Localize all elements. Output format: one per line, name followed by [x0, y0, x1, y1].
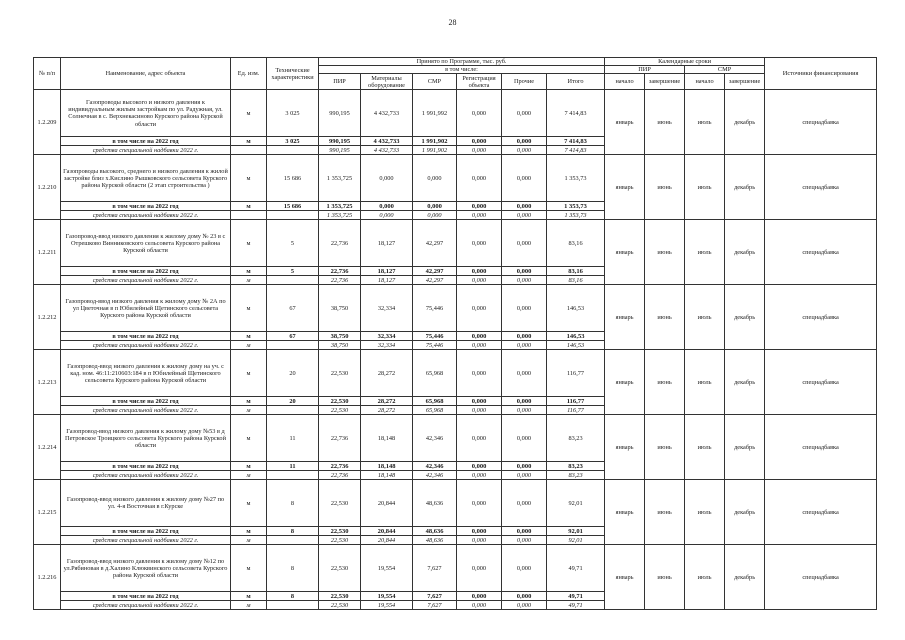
row-smr: 1 991,992 [413, 90, 457, 137]
table-row [34, 480, 877, 527]
row-unit: м [231, 285, 267, 332]
row-other: 0,000 [502, 220, 547, 267]
special-reg: 0,000 [457, 406, 502, 415]
row-materials: 18,148 [361, 415, 413, 462]
row-materials: 20,844 [361, 480, 413, 527]
row-start-pir: январь [605, 350, 645, 415]
subtotal-smr: 65,968 [413, 397, 457, 406]
row-source: спецнадбавка [765, 285, 877, 350]
row-pir: 22,530 [319, 480, 361, 527]
row-object-name: Газопровод-ввод низкого давления к жилому дому №12 по ул.Рябиновая в д.Халино Клюквинского сельсовета Курского района Курской области [61, 545, 231, 592]
row-start-smr: июль [685, 285, 725, 350]
special-unit: м [231, 536, 267, 545]
row-other: 0,000 [502, 285, 547, 332]
row-end-pir: июнь [645, 480, 685, 545]
row-smr: 65,968 [413, 350, 457, 397]
subtotal-tech: 8 [267, 527, 319, 536]
row-object-name: Газопровод-ввод низкого давления к жилому дому № 2А по ул Цветочная в п Юбилейный Щетинского сельсовета Курского района Курской области [61, 285, 231, 332]
special-pir: 22,530 [319, 601, 361, 610]
header-pir: ПИР [319, 74, 361, 90]
row-tech: 20 [267, 350, 319, 397]
header-end-pir: завершение [645, 74, 685, 90]
special-reg: 0,000 [457, 536, 502, 545]
row-total: 92,01 [547, 480, 605, 527]
subtotal-label: в том числе на 2022 год [61, 332, 231, 341]
special-label: средства специальной надбавки 2022 г. [61, 211, 231, 220]
header-financed: Принято по Программе, тыс. руб. [319, 58, 605, 66]
special-smr: 1 991,902 [413, 146, 457, 155]
row-code: 1.2.212 [34, 285, 61, 350]
subtotal-reg: 0,000 [457, 137, 502, 146]
special-pir: 38,750 [319, 341, 361, 350]
row-unit: м [231, 480, 267, 527]
special-other: 0,000 [502, 341, 547, 350]
special-reg: 0,000 [457, 341, 502, 350]
table-row [34, 90, 877, 137]
subtotal-other: 0,000 [502, 137, 547, 146]
special-tech [267, 276, 319, 285]
special-smr: 0,000 [413, 211, 457, 220]
subtotal-label: в том числе на 2022 год [61, 137, 231, 146]
subtotal-other: 0,000 [502, 267, 547, 276]
subtotal-unit: м [231, 332, 267, 341]
subtotal-other: 0,000 [502, 527, 547, 536]
subtotal-reg: 0,000 [457, 592, 502, 601]
row-materials: 28,272 [361, 350, 413, 397]
special-unit: м [231, 471, 267, 480]
subtotal-smr: 0,000 [413, 202, 457, 211]
row-source: спецнадбавка [765, 350, 877, 415]
row-tech: 5 [267, 220, 319, 267]
special-reg: 0,000 [457, 471, 502, 480]
row-start-smr: июль [685, 545, 725, 610]
subtotal-pir: 38,750 [319, 332, 361, 341]
row-reg: 0,000 [457, 90, 502, 137]
row-unit: м [231, 90, 267, 137]
row-end-smr: декабрь [725, 220, 765, 285]
subtotal-smr: 48,636 [413, 527, 457, 536]
row-object-name: Газопровод-ввод низкого давления к жилому дому №53 в д Петровское Троицкого сельсовета Курского района Курской области [61, 415, 231, 462]
row-unit: м [231, 545, 267, 592]
row-object-name: Газопровод-ввод низкого давления к жилому дому № 23 в с Отрешково Винниковского сельсовета Курского района Курской области [61, 220, 231, 267]
subtotal-label: в том числе на 2022 год [61, 267, 231, 276]
subtotal-unit: м [231, 527, 267, 536]
special-smr: 65,968 [413, 406, 457, 415]
special-tech [267, 601, 319, 610]
row-end-pir: июнь [645, 285, 685, 350]
subtotal-tech: 15 686 [267, 202, 319, 211]
special-total: 92,01 [547, 536, 605, 545]
row-source: спецнадбавка [765, 545, 877, 610]
special-materials: 32,334 [361, 341, 413, 350]
row-total: 146,53 [547, 285, 605, 332]
special-label: средства специальной надбавки 2022 г. [61, 146, 231, 155]
special-smr: 42,346 [413, 471, 457, 480]
row-other: 0,000 [502, 415, 547, 462]
header-end-smr: завершение [725, 74, 765, 90]
row-tech: 3 025 [267, 90, 319, 137]
special-other: 0,000 [502, 146, 547, 155]
special-smr: 7,627 [413, 601, 457, 610]
row-tech: 8 [267, 545, 319, 592]
subtotal-total: 49,71 [547, 592, 605, 601]
special-tech [267, 146, 319, 155]
subtotal-smr: 42,346 [413, 462, 457, 471]
special-total: 146,53 [547, 341, 605, 350]
header-unit: Ед. изм. [231, 58, 267, 90]
table-row [34, 155, 877, 202]
row-tech: 15 686 [267, 155, 319, 202]
subtotal-tech: 11 [267, 462, 319, 471]
special-other: 0,000 [502, 601, 547, 610]
special-unit: м [231, 276, 267, 285]
row-start-smr: июль [685, 220, 725, 285]
subtotal-smr: 42,297 [413, 267, 457, 276]
subtotal-materials: 0,000 [361, 202, 413, 211]
special-unit [231, 146, 267, 155]
row-pir: 22,530 [319, 350, 361, 397]
special-pir: 22,736 [319, 471, 361, 480]
subtotal-pir: 1 353,725 [319, 202, 361, 211]
special-unit: м [231, 341, 267, 350]
special-label: средства специальной надбавки 2022 г. [61, 406, 231, 415]
row-start-pir: январь [605, 285, 645, 350]
row-tech: 11 [267, 415, 319, 462]
subtotal-materials: 18,148 [361, 462, 413, 471]
row-end-smr: декабрь [725, 480, 765, 545]
row-code: 1.2.210 [34, 155, 61, 220]
row-code: 1.2.216 [34, 545, 61, 610]
row-pir: 38,750 [319, 285, 361, 332]
special-label: средства специальной надбавки 2022 г. [61, 276, 231, 285]
row-reg: 0,000 [457, 545, 502, 592]
subtotal-pir: 22,530 [319, 527, 361, 536]
row-materials: 18,127 [361, 220, 413, 267]
special-materials: 18,127 [361, 276, 413, 285]
special-pir: 22,530 [319, 406, 361, 415]
subtotal-label: в том числе на 2022 год [61, 202, 231, 211]
row-start-pir: январь [605, 220, 645, 285]
row-unit: м [231, 350, 267, 397]
subtotal-other: 0,000 [502, 202, 547, 211]
subtotal-reg: 0,000 [457, 527, 502, 536]
special-tech [267, 211, 319, 220]
special-smr: 42,297 [413, 276, 457, 285]
header-incl: в том числе: [319, 66, 605, 74]
row-end-smr: декабрь [725, 155, 765, 220]
special-total: 49,71 [547, 601, 605, 610]
subtotal-materials: 18,127 [361, 267, 413, 276]
subtotal-total: 83,16 [547, 267, 605, 276]
special-tech [267, 536, 319, 545]
row-object-name: Газопроводы высокого и низкого давления к индивидуальным жилым застройкам по ул. Радужная, ул. Солнечная в с. Верхнекасиново Курского района Курской области [61, 90, 231, 137]
subtotal-materials: 4 432,733 [361, 137, 413, 146]
subtotal-other: 0,000 [502, 462, 547, 471]
row-end-pir: июнь [645, 415, 685, 480]
row-smr: 42,346 [413, 415, 457, 462]
table-body [34, 90, 877, 610]
row-end-smr: декабрь [725, 545, 765, 610]
row-total: 116,77 [547, 350, 605, 397]
row-end-smr: декабрь [725, 285, 765, 350]
subtotal-smr: 7,627 [413, 592, 457, 601]
header-name: Наименование, адрес объекта [61, 58, 231, 90]
row-reg: 0,000 [457, 480, 502, 527]
row-smr: 7,627 [413, 545, 457, 592]
subtotal-smr: 75,446 [413, 332, 457, 341]
row-other: 0,000 [502, 545, 547, 592]
special-pir: 22,530 [319, 536, 361, 545]
special-label: средства специальной надбавки 2022 г. [61, 536, 231, 545]
table-row [34, 415, 877, 462]
row-pir: 990,195 [319, 90, 361, 137]
row-total: 83,23 [547, 415, 605, 462]
subtotal-reg: 0,000 [457, 397, 502, 406]
subtotal-pir: 22,530 [319, 592, 361, 601]
row-reg: 0,000 [457, 155, 502, 202]
subtotal-materials: 28,272 [361, 397, 413, 406]
special-reg: 0,000 [457, 146, 502, 155]
row-object-name: Газопроводы высокого, среднего и низкого давления к жилой застройке близ х.Кислино Рышковского сельсовета Курского района Курской области (2 этап строительства ) [61, 155, 231, 202]
subtotal-unit: м [231, 592, 267, 601]
row-materials: 19,554 [361, 545, 413, 592]
row-object-name: Газопровод-ввод низкого давления к жилому дому на уч. с кад. ном. 46:11:210603:184 в п Юбилейный Щетинского сельсовета Курского района Курской области [61, 350, 231, 397]
special-other: 0,000 [502, 471, 547, 480]
special-materials: 0,000 [361, 211, 413, 220]
row-materials: 4 432,733 [361, 90, 413, 137]
special-label: средства специальной надбавки 2022 г. [61, 601, 231, 610]
subtotal-pir: 22,736 [319, 267, 361, 276]
row-source: спецнадбавка [765, 90, 877, 155]
subtotal-tech: 3 025 [267, 137, 319, 146]
special-materials: 4 432,733 [361, 146, 413, 155]
row-source: спецнадбавка [765, 480, 877, 545]
row-total: 1 353,73 [547, 155, 605, 202]
subtotal-reg: 0,000 [457, 332, 502, 341]
row-other: 0,000 [502, 155, 547, 202]
row-end-pir: июнь [645, 90, 685, 155]
subtotal-total: 92,01 [547, 527, 605, 536]
row-object-name: Газопровод-ввод низкого давления к жилому дому №27 по ул. 4-я Восточная в г.Курске [61, 480, 231, 527]
special-unit: м [231, 601, 267, 610]
special-total: 83,23 [547, 471, 605, 480]
special-other: 0,000 [502, 211, 547, 220]
row-end-pir: июнь [645, 545, 685, 610]
subtotal-unit: м [231, 202, 267, 211]
header-source: Источники финансирования [765, 58, 877, 90]
row-total: 7 414,83 [547, 90, 605, 137]
subtotal-reg: 0,000 [457, 202, 502, 211]
row-tech: 8 [267, 480, 319, 527]
row-start-pir: январь [605, 415, 645, 480]
row-code: 1.2.213 [34, 350, 61, 415]
special-materials: 18,148 [361, 471, 413, 480]
special-total: 116,77 [547, 406, 605, 415]
row-start-pir: январь [605, 480, 645, 545]
table-row [34, 350, 877, 397]
header-tech: Технические характеристики [267, 58, 319, 90]
special-pir: 990,195 [319, 146, 361, 155]
header-total: Итого [547, 74, 605, 90]
row-start-smr: июль [685, 415, 725, 480]
subtotal-other: 0,000 [502, 592, 547, 601]
table-row [34, 545, 877, 592]
row-unit: м [231, 415, 267, 462]
subtotal-label: в том числе на 2022 год [61, 462, 231, 471]
row-other: 0,000 [502, 90, 547, 137]
special-materials: 28,272 [361, 406, 413, 415]
row-pir: 22,736 [319, 415, 361, 462]
row-tech: 67 [267, 285, 319, 332]
subtotal-other: 0,000 [502, 332, 547, 341]
header-start-pir: начало [605, 74, 645, 90]
special-smr: 75,446 [413, 341, 457, 350]
row-reg: 0,000 [457, 220, 502, 267]
subtotal-pir: 22,736 [319, 462, 361, 471]
subtotal-materials: 20,844 [361, 527, 413, 536]
subtotal-pir: 22,530 [319, 397, 361, 406]
row-end-smr: декабрь [725, 90, 765, 155]
subtotal-label: в том числе на 2022 год [61, 592, 231, 601]
subtotal-unit: м [231, 267, 267, 276]
row-start-smr: июль [685, 155, 725, 220]
special-materials: 19,554 [361, 601, 413, 610]
special-other: 0,000 [502, 406, 547, 415]
header-cal-pir: ПИР [605, 66, 685, 74]
subtotal-smr: 1 991,902 [413, 137, 457, 146]
row-other: 0,000 [502, 350, 547, 397]
subtotal-materials: 32,334 [361, 332, 413, 341]
special-pir: 22,736 [319, 276, 361, 285]
special-tech [267, 341, 319, 350]
row-code: 1.2.211 [34, 220, 61, 285]
row-pir: 1 353,725 [319, 155, 361, 202]
subtotal-total: 146,53 [547, 332, 605, 341]
row-reg: 0,000 [457, 350, 502, 397]
row-start-smr: июль [685, 350, 725, 415]
row-end-pir: июнь [645, 220, 685, 285]
subtotal-unit: м [231, 137, 267, 146]
row-other: 0,000 [502, 480, 547, 527]
row-source: спецнадбавка [765, 220, 877, 285]
subtotal-tech: 5 [267, 267, 319, 276]
special-unit [231, 211, 267, 220]
row-end-smr: декабрь [725, 350, 765, 415]
special-label: средства специальной надбавки 2022 г. [61, 341, 231, 350]
row-start-smr: июль [685, 90, 725, 155]
subtotal-label: в том числе на 2022 год [61, 527, 231, 536]
row-unit: м [231, 155, 267, 202]
objects-table [33, 57, 877, 610]
row-pir: 22,530 [319, 545, 361, 592]
row-pir: 22,736 [319, 220, 361, 267]
subtotal-tech: 67 [267, 332, 319, 341]
page-number: 28 [448, 18, 457, 27]
special-reg: 0,000 [457, 601, 502, 610]
row-code: 1.2.215 [34, 480, 61, 545]
header-smr: СМР [413, 74, 457, 90]
row-smr: 0,000 [413, 155, 457, 202]
special-other: 0,000 [502, 536, 547, 545]
row-total: 49,71 [547, 545, 605, 592]
header-other: Прочие [502, 74, 547, 90]
subtotal-total: 116,77 [547, 397, 605, 406]
row-smr: 42,297 [413, 220, 457, 267]
row-end-pir: июнь [645, 350, 685, 415]
subtotal-reg: 0,000 [457, 462, 502, 471]
special-tech [267, 471, 319, 480]
subtotal-label: в том числе на 2022 год [61, 397, 231, 406]
row-smr: 75,446 [413, 285, 457, 332]
special-pir: 1 353,725 [319, 211, 361, 220]
header-num: № п/п [34, 58, 61, 90]
row-start-smr: июль [685, 480, 725, 545]
special-total: 83,16 [547, 276, 605, 285]
row-end-smr: декабрь [725, 415, 765, 480]
row-reg: 0,000 [457, 415, 502, 462]
subtotal-materials: 19,554 [361, 592, 413, 601]
header-registration: Регистрация объекта [457, 74, 502, 90]
special-tech [267, 406, 319, 415]
row-smr: 48,636 [413, 480, 457, 527]
subtotal-pir: 990,195 [319, 137, 361, 146]
special-smr: 48,636 [413, 536, 457, 545]
row-source: спецнадбавка [765, 415, 877, 480]
table-row [34, 220, 877, 267]
row-start-pir: январь [605, 90, 645, 155]
header-calendar: Календарные сроки [605, 58, 765, 66]
subtotal-reg: 0,000 [457, 267, 502, 276]
row-unit: м [231, 220, 267, 267]
subtotal-unit: м [231, 462, 267, 471]
table-row [34, 285, 877, 332]
row-end-pir: июнь [645, 155, 685, 220]
special-reg: 0,000 [457, 211, 502, 220]
row-materials: 0,000 [361, 155, 413, 202]
row-source: спецнадбавка [765, 155, 877, 220]
subtotal-total: 83,23 [547, 462, 605, 471]
header-cal-smr: СМР [685, 66, 765, 74]
subtotal-tech: 8 [267, 592, 319, 601]
row-code: 1.2.209 [34, 90, 61, 155]
row-total: 83,16 [547, 220, 605, 267]
header-materials: Материалы оборудование [361, 74, 413, 90]
special-label: средства специальной надбавки 2022 г. [61, 471, 231, 480]
row-code: 1.2.214 [34, 415, 61, 480]
special-total: 7 414,83 [547, 146, 605, 155]
special-unit: м [231, 406, 267, 415]
special-materials: 20,844 [361, 536, 413, 545]
row-materials: 32,334 [361, 285, 413, 332]
special-total: 1 353,73 [547, 211, 605, 220]
subtotal-total: 7 414,83 [547, 137, 605, 146]
special-other: 0,000 [502, 276, 547, 285]
special-reg: 0,000 [457, 276, 502, 285]
row-reg: 0,000 [457, 285, 502, 332]
header-start-smr: начало [685, 74, 725, 90]
subtotal-other: 0,000 [502, 397, 547, 406]
subtotal-tech: 20 [267, 397, 319, 406]
row-start-pir: январь [605, 155, 645, 220]
subtotal-total: 1 353,73 [547, 202, 605, 211]
row-start-pir: январь [605, 545, 645, 610]
subtotal-unit: м [231, 397, 267, 406]
